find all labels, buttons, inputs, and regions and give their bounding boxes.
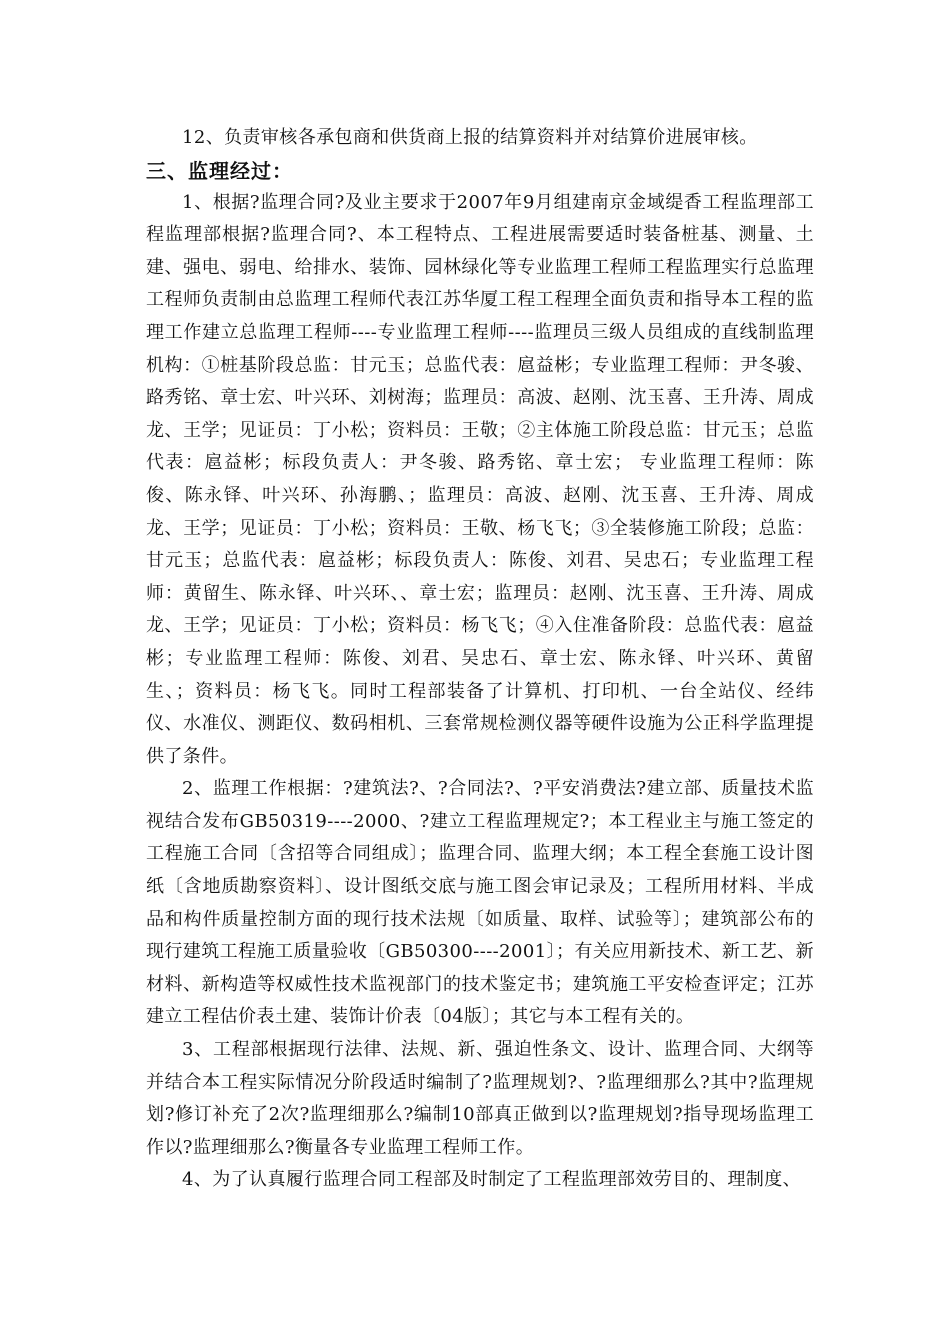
- paragraph-1: 1、根据?监理合同?及业主要求于2007年9月组建南京金域缇香工程监理部工程监理部根据?监理合同?、本工程特点、工程进展需要适时装备桩基、测量、土建、强电、弱电、给排水、装饰、园林绿化等专业监理工程师工程监理实行总监理工程师负责制由总监理工程师代表江苏华厦工程工程理全面负责和指导本工程的监理工作建立总监理工程师----专业监理工程师----监理员三级人员组成的直线制监理机构：①桩基阶段总监：甘元玉；总监代表：扈益彬；专业监理工程师：尹冬骏、路秀铭、章士宏、叶兴环、刘树海；监理员：高波、赵刚、沈玉喜、王升涛、周成龙、王学；见证员：丁小松；资料员：王敬；②主体施工阶段总监：甘元玉；总监代表：扈益彬；标段负责人：尹冬骏、路秀铭、章士宏； 专业监理工程师：陈俊、陈永铎、叶兴环、孙海鹏、；监理员：高波、赵刚、沈玉喜、王升涛、周成龙、王学；见证员：丁小松；资料员：王敬、杨飞飞；③全装修施工阶段；总监：甘元玉；总监代表：扈益彬；标段负责人：陈俊、刘君、吴忠石；专业监理工程师：黄留生、陈永铎、叶兴环、、章士宏；监理员：赵刚、沈玉喜、王升涛、周成龙、王学；见证员：丁小松；资料员：杨飞飞；④入住准备阶段：总监代表：扈益彬；专业监理工程师：陈俊、刘君、吴忠石、章士宏、陈永铎、叶兴环、黄留生、；资料员：杨飞飞。同时工程部装备了计算机、打印机、一台全站仪、经纬仪、水准仪、测距仪、数码相机、三套常规检测仪器等硬件设施为公正科学监理提供了条件。: [146, 191, 814, 767]
- paragraph-2: 2、监理工作根据：?建筑法?、?合同法?、?平安消费法?建立部、质量技术监视结合发布GB50319----2000、?建立工程监理规定?；本工程业主与施工签定的工程施工合同〔含招等合同组成〕；监理合同、监理大纲；本工程全套施工设计图纸〔含地质勘察资料〕、设计图纸交底与施工图会审记录及；工程所用材料、半成品和构件质量控制方面的现行技术法规〔如质量、取样、试验等〕；建筑部公布的现行建筑工程施工质量验收〔GB50300----2001〕；有关应用新技术、新工艺、新材料、新构造等权威性技术监视部门的技术鉴定书；建筑施工平安检查评定；江苏建立工程估价表土建、装饰计价表〔04版〕；其它与本工程有关的。: [146, 778, 814, 1028]
- section-heading: 三、监理经过：: [146, 158, 293, 183]
- item-12-paragraph: 12、负责审核各承包商和供货商上报的结算资料并对结算价进展审核。: [182, 127, 758, 148]
- paragraph-4: 4、为了认真履行监理合同工程部及时制定了工程监理部效劳目的、理制度、: [182, 1169, 802, 1191]
- document-body: [146, 122, 814, 1197]
- paragraph-3: 3、工程部根据现行法律、法规、新、强迫性条文、设计、监理合同、大纲等并结合本工程实际情况分阶段适时编制了?监理规划?、?监理细那么?其中?监理规划?修订补充了2次?监理细那么?编制10部真正做到以?监理规划?指导现场监理工作以?监理细那么?衡量各专业监理工程师工作。: [146, 1039, 814, 1158]
